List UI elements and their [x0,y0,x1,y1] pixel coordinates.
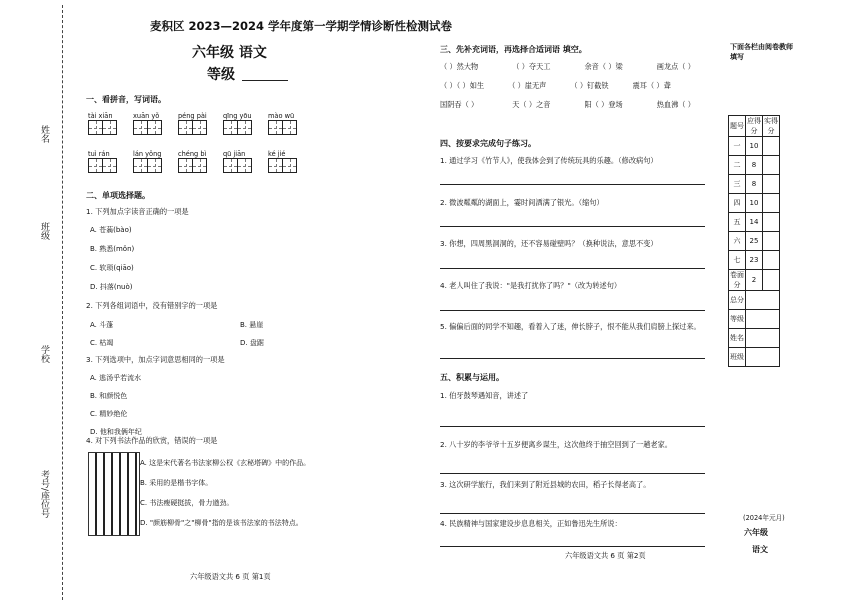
q4-option-d[interactable]: D. "颜筋柳骨"之"柳骨"指的是该书法家的书法特点。 [140,519,303,527]
answer-grid[interactable] [133,120,162,135]
s4-item-1: 1. 通过学习《竹节人》，使我体会到了传统玩具的乐趣。（修改病句） [440,156,658,165]
pinyin-label: mào wū [268,112,295,120]
idiom[interactable]: 天（ ）之音 [512,100,551,109]
margin-name: 姓名 [39,125,49,143]
pinyin-label: qū jiān [223,150,246,158]
answer-line[interactable] [440,358,705,359]
idiom[interactable]: （ ）（ ）如生 [440,81,485,90]
level-label: 等级 [207,67,235,83]
s5-item-4: 4. 民族精神与国家建设步息息相关，正如鲁迅先生所说： [440,519,622,528]
pinyin-label: tuì rán [88,150,110,158]
answer-grid[interactable] [268,120,297,135]
answer-line[interactable] [440,426,705,427]
exam-title: 麦积区 2023—2024 学年度第一学期学情诊断性检测试卷 [150,19,453,33]
q3-option-c[interactable]: C. 精妙绝伦 [90,410,128,418]
q3-text: 3. 下列选项中，加点字词意思相同的一项是 [86,355,225,364]
answer-grid[interactable] [178,120,207,135]
s4-item-4: 4. 老人叫住了我说："是我打扰你了吗？"（改为转述句） [440,281,622,290]
page2-footer: 六年级语文共 6 页 第2页 [565,551,646,560]
answer-grid[interactable] [268,158,297,173]
s5-item-1: 1. 伯牙鼓琴遇知音，讲述了 [440,391,529,400]
q2-option-d[interactable]: D. 盘踞 [240,339,264,347]
score-note: 下面各栏由阅卷教师填写 [730,43,793,62]
answer-line[interactable] [440,268,705,269]
pinyin-label: xuān yǒ [133,112,160,120]
idiom[interactable]: （ ）钉截铁 [570,81,609,90]
answer-line[interactable] [440,184,705,185]
q1-option-c[interactable]: C. 软琐(qiāo) [90,264,134,272]
q2-option-b[interactable]: B. 悬崖 [240,321,264,329]
grade-subject: 六年级 语文 [192,45,267,61]
idiom[interactable]: 阳（ ）登场 [584,100,623,109]
section3-row1 [440,63,695,71]
q2-text: 2. 下列各组词语中，没有错别字的一项是 [86,301,218,310]
s4-item-3: 3. 你想，四周黑洞洞的，还不容易碰壁吗？（换种说法，意思不变） [440,239,658,248]
s4-item-5: 5. 偏偏后面的同学不知趣，看着入了迷，伸长脖子，恨不能从我们肩膀上探过来。 [440,322,701,331]
score-table: 题号 应得分 实得分 一 10 二 8 三 8 四 10 五 14 六 25 七 23 卷面分 2 总分 等级 姓名 班级 [728,115,780,367]
section5-title: 五、积累与运用。 [440,373,504,382]
idiom[interactable]: （ ）崖无声 [508,81,547,90]
idiom[interactable]: 热血沸（ ） [656,100,695,109]
answer-line[interactable] [440,473,705,474]
answer-line[interactable] [440,513,705,514]
score-grade: 六年级 [744,528,768,537]
margin-school: 学校 [39,345,49,363]
q3-option-b[interactable]: B. 和颜悦色 [90,392,128,400]
answer-grid[interactable] [88,120,117,135]
pinyin-row-1 [88,112,418,135]
pinyin-row-2 [88,150,418,173]
pinyin-label: qīng yōu [223,112,252,120]
q1-text: 1. 下列加点字读音正确的一项是 [86,207,189,216]
answer-grid[interactable] [178,158,207,173]
q2-option-c[interactable]: C. 枯竭 [90,339,114,347]
s5-item-3: 3. 这次研学旅行，我们来到了附近县城的农田，稻子长得老高了。 [440,480,651,489]
pinyin-label: lán yǒng [133,150,162,158]
pinyin-label: chéng bì [178,150,207,158]
idiom[interactable]: （ ）然大物 [440,62,479,71]
q4-text: 4. 对下列书法作品的欣赏，错误的一项是 [86,436,218,445]
answer-grid[interactable] [223,158,252,173]
score-subject: 语文 [752,545,768,554]
idiom[interactable]: 画龙点（ ） [656,62,695,71]
idiom[interactable]: （ ）夺天工 [512,62,551,71]
pinyin-label: ké jié [268,150,286,158]
section3-row2 [440,82,671,90]
answer-line[interactable] [440,546,705,547]
idiom[interactable]: 余音（ ）梁 [584,62,623,71]
score-date: (2024年元月) [743,514,785,522]
answer-grid[interactable] [88,158,117,173]
q4-option-c[interactable]: C. 书法瘦硬挺拔，骨力遒劲。 [140,499,234,507]
q4-option-a[interactable]: A. 这是宋代著名书法家柳公权《玄秘塔碑》中的作品。 [140,459,311,467]
answer-grid[interactable] [133,158,162,173]
idiom[interactable]: 国阴吞（ ） [440,100,479,109]
calligraphy-image [88,452,140,536]
margin-class: 班级 [39,222,49,240]
pinyin-label: tài xiān [88,112,113,120]
q4-option-b[interactable]: B. 采用的是楷书字体。 [140,479,213,487]
level-blank[interactable] [242,80,288,81]
q1-option-d[interactable]: D. 抖落(nuò) [90,283,133,291]
pinyin-label: péng pài [178,112,207,120]
q1-option-a[interactable]: A. 苍蓊(bào) [90,226,132,234]
answer-line[interactable] [440,310,705,311]
section3-row3 [440,101,695,109]
page1-footer: 六年级语文共 6 页 第1页 [190,572,271,581]
section3-title: 三、先补充词语，再选择合适词语 填空。 [440,45,587,54]
q2-option-a[interactable]: A. 斗蓬 [90,321,114,329]
answer-grid[interactable] [223,120,252,135]
idiom[interactable]: 震耳（ ）聋 [632,81,671,90]
s4-item-2: 2. 微波粼粼的湖面上，霎时间洒满了银光。（缩句） [440,198,604,207]
answer-line[interactable] [440,226,705,227]
binding-line [62,5,63,600]
q3-option-d[interactable]: D. 他和我俩年纪 [90,428,142,436]
margin-exam-no: 考号/座位号 [39,470,49,519]
s5-item-2: 2. 八十岁的李爷爷十五岁便离乡谋生，这次他终于抽空回到了一趟老家。 [440,440,672,449]
section2-title: 二、单项选择题。 [86,191,150,200]
q1-option-b[interactable]: B. 熟悉(mǒn) [90,245,135,253]
section1-title: 一、看拼音，写词语。 [86,95,166,104]
q3-option-a[interactable]: A. 逃汤乎若流水 [90,374,142,382]
section4-title: 四、按要求完成句子练习。 [440,139,536,148]
